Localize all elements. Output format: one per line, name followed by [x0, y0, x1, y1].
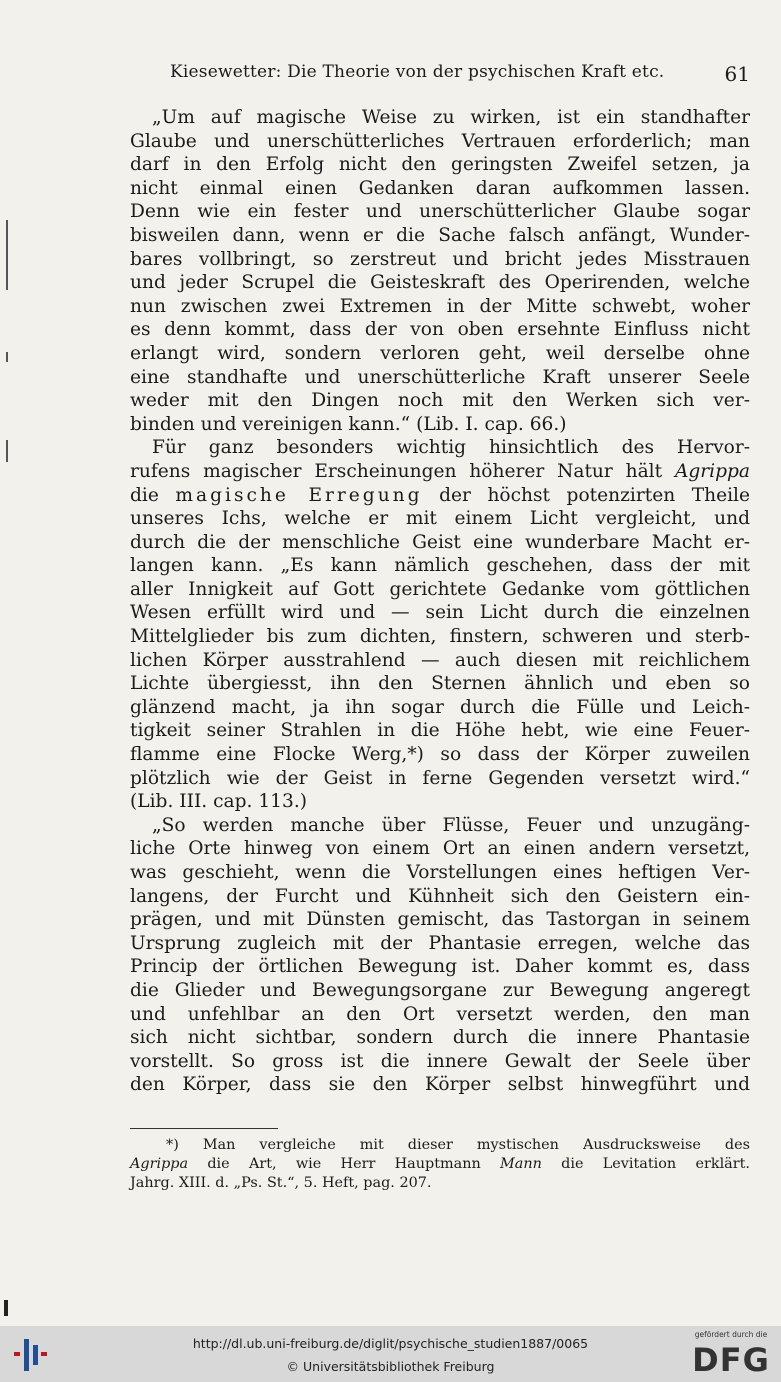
text-line: Ursprung zugleich mit der Phantasie erregen, welche das [130, 932, 750, 954]
text-line: Denn wie ein fester und unerschütterlicher Glaube sogar [130, 201, 750, 223]
text-line [130, 484, 750, 508]
dfg-badge[interactable] [689, 1330, 773, 1378]
text-line: die Glieder und Bewegungsorgane zur Bewegung angeregt [130, 979, 750, 1001]
body-text [130, 106, 750, 1097]
text-line: Lichte übergiesst, ihn den Sternen ähnlich und eben so [130, 673, 750, 695]
text-line: Glaube und unerschütterliches Vertrauen erforderlich; man [130, 130, 750, 152]
footnote-line: *) Man vergleiche mit dieser mystischen Ausdrucksweise des [166, 1137, 750, 1153]
text-line: es denn kommt, dass der von oben ersehnte Einfluss nicht [130, 319, 750, 341]
text-line: Wesen erfüllt wird und — sein Licht durch die einzelnen [130, 602, 750, 624]
footnotes [130, 1136, 750, 1193]
text-line: plötzlich wie der Geist in ferne Gegenden versetzt wird.“ [130, 767, 750, 789]
text-line: liche Orte hinweg von einem Ort an einen andern versetzt, [130, 838, 750, 860]
text-line: bisweilen dann, wenn er die Sache falsch anfängt, Wunder- [130, 224, 750, 246]
text-line: (Lib. III. cap. 113.) [130, 791, 308, 813]
text-line: und jeder Scrupel die Geisteskraft des Operirenden, welche [130, 272, 750, 294]
footnote-segment: Agrippa die Art, wie Herr Hauptmann Mann die Levitation erklärt. [130, 1156, 750, 1172]
margin-mark [4, 1300, 8, 1316]
text-line: nun zwischen zwei Extremen in der Mitte schwebt, woher [130, 295, 750, 317]
text-line [130, 460, 750, 484]
text-line: bares vollbringt, so zerstreut und bricht jedes Misstrauen [130, 248, 750, 270]
dfg-logo-text: DFG [692, 1341, 770, 1376]
text-line: darf in den Erfolg nicht den geringsten Zweifel setzen, ja [130, 154, 750, 176]
text-line: langen kann. „Es kann nämlich geschehen, dass der mit [130, 555, 750, 577]
dfg-logo-icon [689, 1340, 773, 1376]
text-line: Für ganz besonders wichtig hinsichtlich des Hervor- [152, 437, 750, 459]
text-line: „Um auf magische Weise zu wirken, ist ein standhafter [152, 107, 750, 128]
text-segment: rufens magischer Erscheinungen höherer Natur hält Agrippa [130, 460, 750, 482]
margin-mark [6, 220, 8, 290]
page-url-link[interactable]: http://dl.ub.uni-freiburg.de/diglit/psychische_studien1887/0065 [192, 1336, 589, 1351]
text-line: prägen, und mit Dünsten gemischt, das Tastorgan in seinem [130, 909, 750, 931]
text-line: langens, der Furcht und Kühnheit sich den Geistern ein- [130, 885, 750, 907]
text-line: und unfehlbar an den Ort versetzt werden, den man [130, 1003, 750, 1025]
text-line: was geschieht, wenn die Vorstellungen eines heftigen Ver- [130, 862, 750, 883]
text-line: aller Innigkeit auf Gott gerichtete Gedanke vom göttlichen [130, 578, 750, 600]
page-header [170, 62, 750, 90]
text-line: flamme eine Flocke Werg,*) so dass der Körper zuweilen [130, 744, 750, 766]
footnote-line: Jahrg. XIII. d. „Ps. St.“, 5. Heft, pag. 207. [130, 1175, 432, 1191]
viewer-footer [0, 1326, 781, 1382]
text-line: binden und vereinigen kann.“ (Lib. I. cap. 66.) [130, 413, 567, 435]
text-line: sich nicht sichtbar, sondern durch die innere Phantasie [130, 1027, 750, 1049]
text-line: Mittelglieder bis zum dichten, finstern, schweren und sterb- [130, 626, 750, 648]
text-line: durch die der menschliche Geist eine wunderbare Macht er- [130, 531, 750, 553]
running-title: Kiesewetter: Die Theorie von der psychischen Kraft etc. [170, 62, 665, 82]
text-line: weder mit den Dingen noch mit den Werken sich ver- [130, 390, 750, 412]
dfg-caption: gefördert durch die [694, 1330, 768, 1339]
text-line: lichen Körper ausstrahlend — auch diesen mit reichlichem [130, 649, 750, 671]
text-line: eine standhafte und unerschütterliche Kraft unserer Seele [130, 366, 750, 388]
text-line: glänzend macht, ja ihn sogar durch die Fülle und Leich- [130, 696, 750, 718]
text-segment: die magische Erregung der höchst potenzirten Theile [130, 484, 750, 506]
text-line: Princip der örtlichen Bewegung ist. Daher kommt es, dass [130, 956, 750, 978]
text-line: erlangt wird, sondern verloren geht, weil derselbe ohne [130, 342, 750, 364]
page-number: 61 [724, 62, 750, 86]
text-line: unseres Ichs, welche er mit einem Licht vergleicht, und [130, 508, 750, 530]
margin-mark [6, 440, 8, 462]
footnote-rule [130, 1128, 278, 1129]
margin-mark [6, 352, 8, 362]
text-line: tigkeit seiner Strahlen in die Höhe hebt, wie eine Feuer- [130, 720, 750, 742]
text-line: nicht einmal einen Gedanken daran aufkommen lassen. [130, 177, 750, 199]
text-line: vorstellt. So gross ist die innere Gewalt der Seele über [130, 1050, 750, 1072]
text-line: „So werden manche über Flüsse, Feuer und unzugäng- [152, 814, 750, 836]
copyright-notice: © Universitätsbibliothek Freiburg [286, 1359, 495, 1374]
footnote-line [130, 1155, 750, 1174]
text-line: den Körper, dass sie den Körper selbst hinwegführt und [130, 1074, 750, 1096]
